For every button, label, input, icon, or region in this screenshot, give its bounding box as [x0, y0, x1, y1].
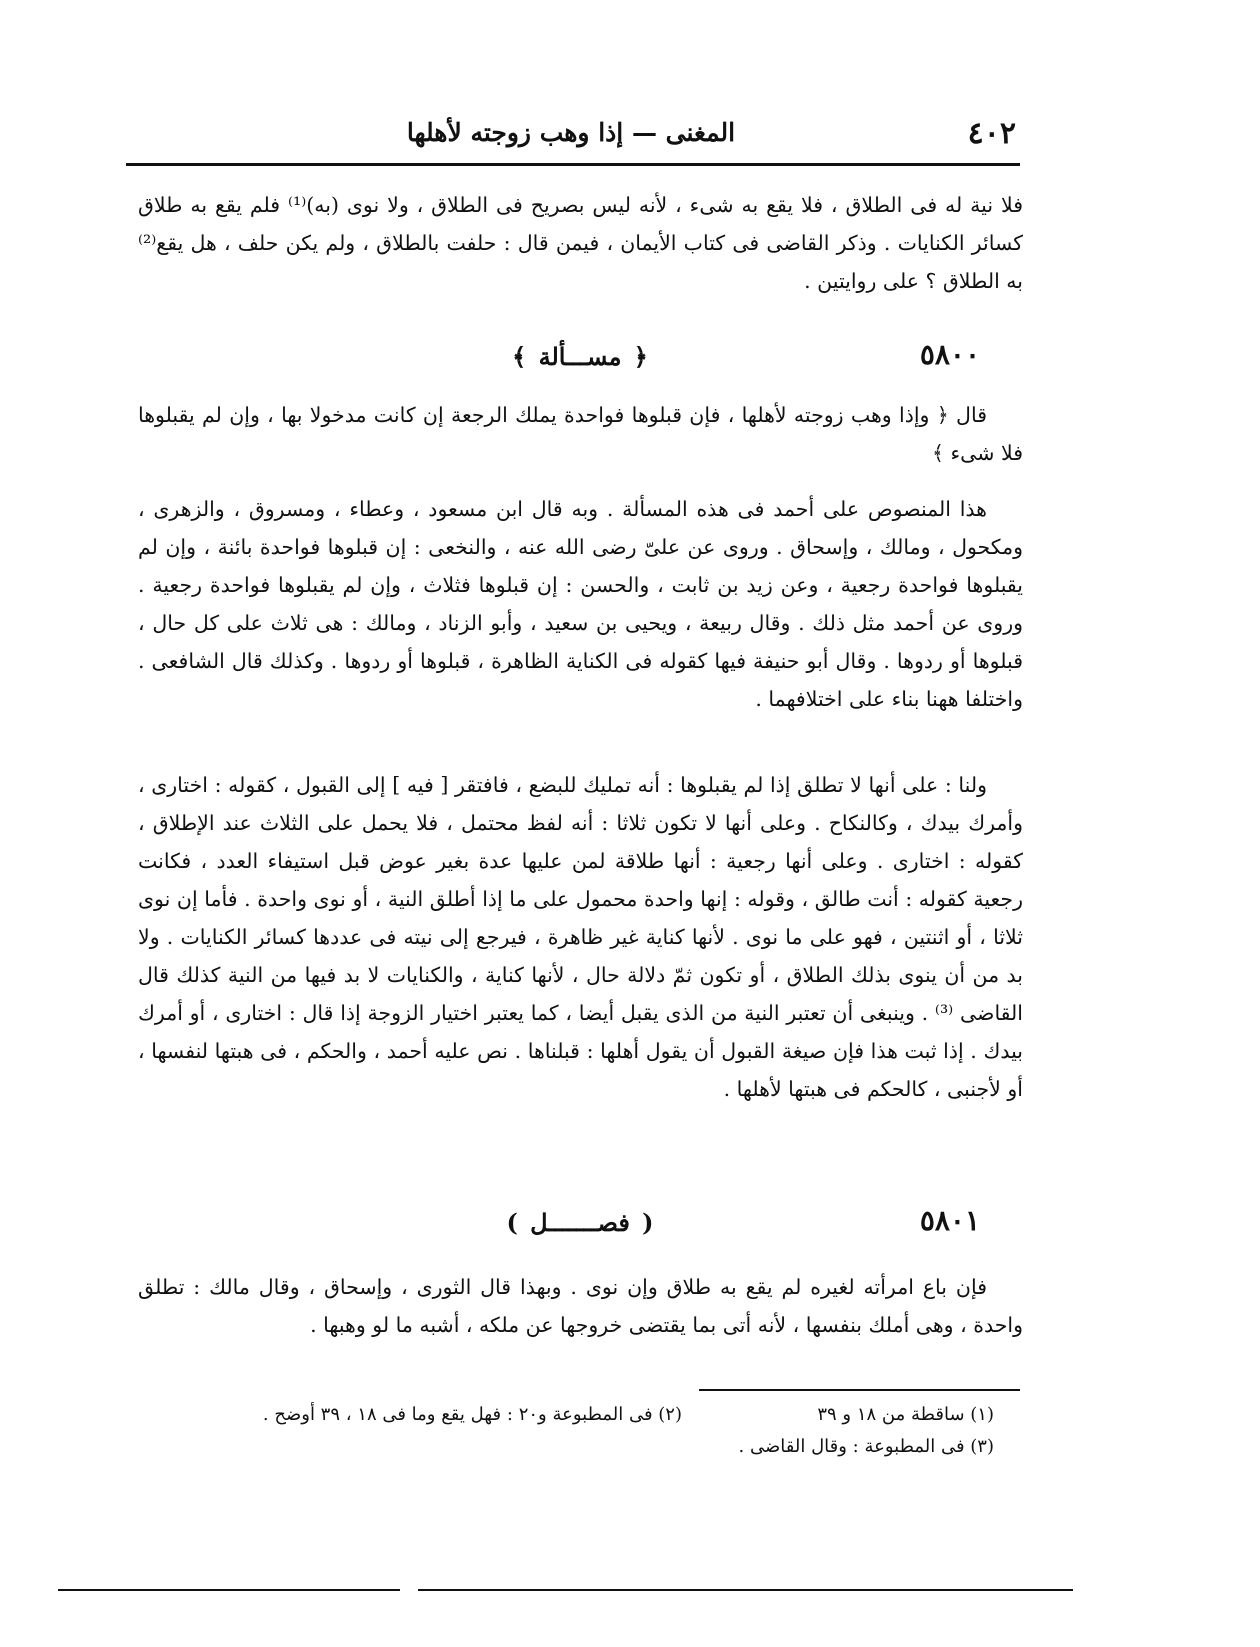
paragraph-evidence: ولنا : على أنها لا تطلق إذا لم يقبلوها : أنه تمليك للبضع ، فافتقر [ فيه ] إلى القبول ، كقوله : اختارى ، وأمرك بيدك ، وكالنكاح . وعلى أنها لا تكون ثلاثا : أنه لفظ محتمل ، فلا يحمل على الثلاث عند الإطلاق ، كقوله : اختارى . وعلى أنها رجعية : أنها طلاقة لمن عليها عدة بغير عوض قبل استيفاء العدد ، فكانت رجعية كقوله : أنت طالق ، وقوله : إنها واحدة محمول على ما إذا أطلق النية ، أو نوى واحدة . فأما إن نوى ثلاثا ، أو اثنتين ، فهو على ما نوى . لأنها كناية غير ظاهرة ، فيرجع إلى نيته فى عددها كسائر الكنايات . ولا بد من أن ينوى بذلك الطلاق ، أو تكون ثمّ دلالة حال ، لأنها كناية ، والكنايات لا بد فيها من النية كذلك قال القاضى ⁽³⁾ . وينبغى أن تعتبر النية من الذى يقبل أيضا ، كما يعتبر اختيار الزوجة إذا قال : اختارى ، أو أمرك بيدك . إذا ثبت هذا فإن صيغة القبول أن يقول أهلها : قبلناها . نص عليه أحمد ، والحكم ، فى هبتها لنفسها ، أو لأجنبى ، كالحكم فى هبتها لأهلها . [138, 773, 1023, 1101]
footnote-2: (٢) فى المطبوعة و٢٠ : فهل يقع وما فى ١٨ ، ٣٩ أوضح . [262, 1404, 682, 1425]
header-divider [126, 163, 1020, 166]
scan-bottom-line-right [418, 1589, 1073, 1591]
paragraph-continuation: فلا نية له فى الطلاق ، فلا يقع به شىء ، لأنه ليس بصريح فى الطلاق ، ولا نوى (به)⁽¹⁾ فلم يقع به طلاق كسائر الكنايات . وذكر القاضى فى كتاب الأيمان ، فيمن قال : حلفت بالطلاق ، ولم يكن حلف ، هل يقع⁽²⁾ به الطلاق ؟ على روايتين . [138, 193, 1023, 293]
fasl-title: ( فصـــــــل ) [506, 1208, 654, 1237]
running-title: المغنى — إذا وهب زوجته لأهلها [406, 118, 736, 147]
page-number: ٤٠٢ [967, 116, 1016, 151]
fasl-number: ٥٨٠١ [919, 1204, 980, 1237]
footnote-3: (٣) فى المطبوعة : وقال القاضى . [738, 1436, 994, 1457]
footnote-divider [699, 1389, 1020, 1391]
masala-title: ﴿ مســـألة ﴾ [512, 342, 648, 371]
fasl-heading [150, 1204, 1010, 1244]
paragraph-opinions: هذا المنصوص على أحمد فى هذه المسألة . وبه قال ابن مسعود ، وعطاء ، ومسروق ، والزهرى ، ومكحول ، ومالك ، وإسحاق . وروى عن علىّ رضى الله عنه ، والنخعى : إن قبلوها فواحدة بائنة ، وإن لم يقبلوها فواحدة رجعية ، وعن زيد بن ثابت ، والحسن : إن قبلوها فثلاث ، وإن لم يقبلوها فواحدة رجعية . وروى عن أحمد مثل ذلك . وقال ربيعة ، ويحيى بن سعيد ، وأبو الزناد ، ومالك : هى ثلاث على كل حال ، قبلوها أو ردوها . وقال أبو حنيفة فيها كقوله فى الكناية الظاهرة ، قبلوها أو ردوها . وكذلك قال الشافعى . واختلفا ههنا بناء على اختلافهما . [138, 497, 1023, 711]
paragraph-sale: فإن باع امرأته لغيره لم يقع به طلاق وإن نوى . وبهذا قال الثورى ، وإسحاق ، وقال مالك : تطلق واحدة ، وهى أملك بنفسها ، لأنه أتى بما يقتضى خروجها عن ملكه ، أشبه ما لو وهبها . [138, 1275, 1023, 1337]
scan-bottom-line-left [58, 1589, 400, 1591]
page-header [126, 112, 1016, 160]
masala-number: ٥٨٠٠ [919, 338, 980, 371]
masala-heading [150, 338, 1010, 378]
paragraph-matn: قال ﴿ وإذا وهب زوجته لأهلها ، فإن قبلوها فواحدة يملك الرجعة إن كانت مدخولا بها ، وإن لم يقبلوها فلا شىء ﴾ [138, 403, 1023, 465]
footnote-1: (١) ساقطة من ١٨ و ٣٩ [817, 1404, 994, 1425]
